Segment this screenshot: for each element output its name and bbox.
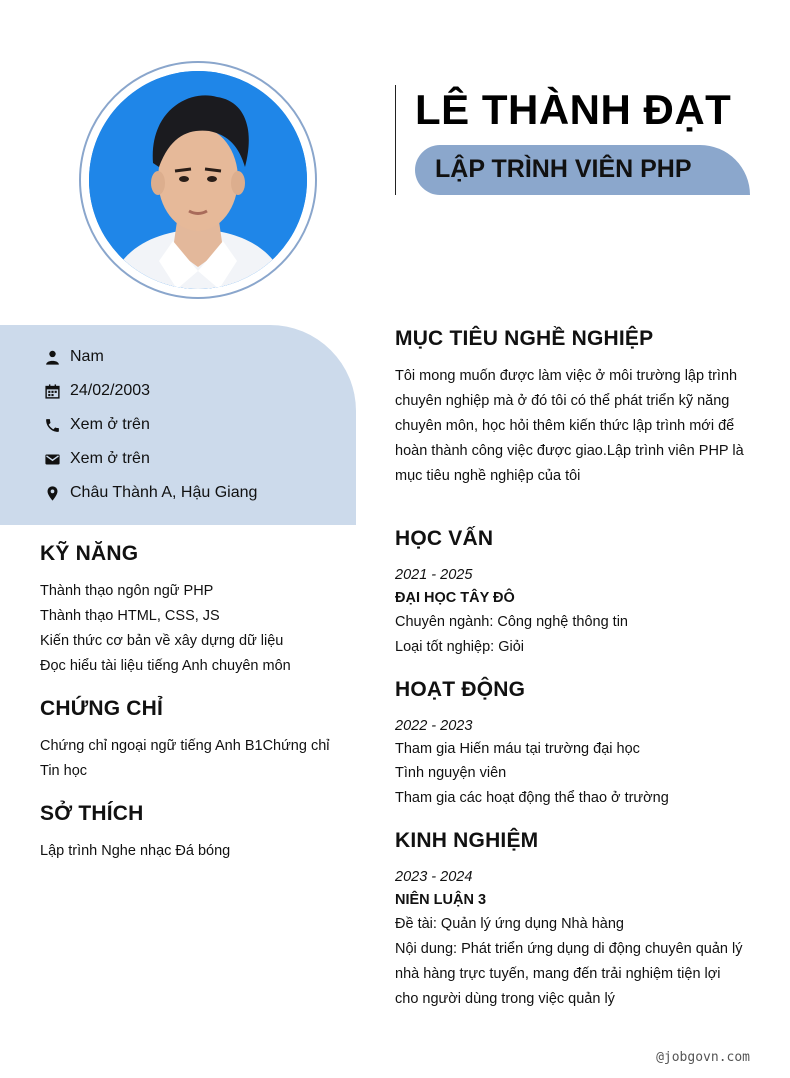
objective-line: chuyên môn, học hỏi thêm kiến thức lập trình mới để <box>395 418 735 434</box>
activities-period: 2022 - 2023 <box>395 718 473 734</box>
footer-watermark: @jobgovn.com <box>656 1050 750 1065</box>
activity-item: Tình nguyện viên <box>395 765 507 781</box>
candidate-name: LÊ THÀNH ĐẠT <box>415 86 732 133</box>
location-icon <box>44 485 61 502</box>
contact-gender-text: Nam <box>70 348 104 365</box>
hobbies-heading: SỞ THÍCH <box>40 802 144 825</box>
experience-content-line: cho người dùng trong việc quản lý <box>395 991 615 1007</box>
experience-topic: Đề tài: Quản lý ứng dụng Nhà hàng <box>395 916 624 932</box>
certificate-line: Tin học <box>40 763 88 779</box>
experience-content-line: nhà hàng trực tuyến, mang đến trải nghiệm tiện lợi <box>395 966 721 982</box>
profile-photo-frame <box>79 61 317 299</box>
contact-birthday <box>44 380 150 402</box>
objective-line: mục tiêu nghề nghiệp của tôi <box>395 468 581 484</box>
education-grade: Loại tốt nghiệp: Giỏi <box>395 639 524 655</box>
profile-photo <box>89 71 307 289</box>
education-major: Chuyên ngành: Công nghệ thông tin <box>395 614 628 630</box>
objective-line: Tôi mong muốn được làm việc ở môi trường lập trình <box>395 368 738 384</box>
experience-content-line: Nội dung: Phát triển ứng dụng di động chuyên quản lý <box>395 941 743 957</box>
phone-icon <box>44 417 61 434</box>
skill-item: Thành thạo HTML, CSS, JS <box>40 608 220 624</box>
contact-birthday-text: 24/02/2003 <box>70 382 151 399</box>
calendar-icon <box>44 383 61 400</box>
contact-phone-text: Xem ở trên <box>70 416 150 433</box>
role-title: LẬP TRÌNH VIÊN PHP <box>435 155 692 183</box>
mail-icon <box>44 451 61 468</box>
contact-email-text: Xem ở trên <box>70 450 150 467</box>
experience-heading: KINH NGHIỆM <box>395 829 539 852</box>
skill-item: Đọc hiểu tài liệu tiếng Anh chuyên môn <box>40 658 291 674</box>
experience-period: 2023 - 2024 <box>395 869 473 885</box>
contact-email <box>44 448 150 470</box>
activity-item: Tham gia Hiến máu tại trường đại học <box>395 741 640 757</box>
name-divider <box>395 85 396 195</box>
role-banner <box>415 145 750 195</box>
activities-heading: HOẠT ĐỘNG <box>395 678 526 701</box>
hobbies-text: Lập trình Nghe nhạc Đá bóng <box>40 843 231 859</box>
contact-address <box>44 482 257 504</box>
skill-item: Kiến thức cơ bản về xây dựng dữ liệu <box>40 633 284 649</box>
person-icon <box>44 349 61 366</box>
certificate-line: Chứng chỉ ngoại ngữ tiếng Anh B1Chứng chỉ <box>40 738 330 754</box>
contact-address-text: Châu Thành A, Hậu Giang <box>70 484 258 501</box>
skill-item: Thành thạo ngôn ngữ PHP <box>40 583 214 599</box>
contact-gender <box>44 346 104 368</box>
objective-line: hoàn thành công việc được giao.Lập trình viên PHP là <box>395 443 744 459</box>
skills-heading: KỸ NĂNG <box>40 542 139 565</box>
education-heading: HỌC VẤN <box>395 527 494 550</box>
objective-heading: MỤC TIÊU NGHỀ NGHIỆP <box>395 327 654 350</box>
certificates-heading: CHỨNG CHỈ <box>40 697 164 720</box>
education-school: ĐẠI HỌC TÂY ĐÔ <box>395 590 515 606</box>
activity-item: Tham gia các hoạt động thể thao ở trường <box>395 790 669 806</box>
education-period: 2021 - 2025 <box>395 567 473 583</box>
experience-project: NIÊN LUẬN 3 <box>395 892 487 908</box>
portrait-image <box>89 71 307 289</box>
objective-line: chuyên nghiệp mà ở đó tôi có thể phát triển kỹ năng <box>395 393 730 409</box>
contact-phone <box>44 414 150 436</box>
